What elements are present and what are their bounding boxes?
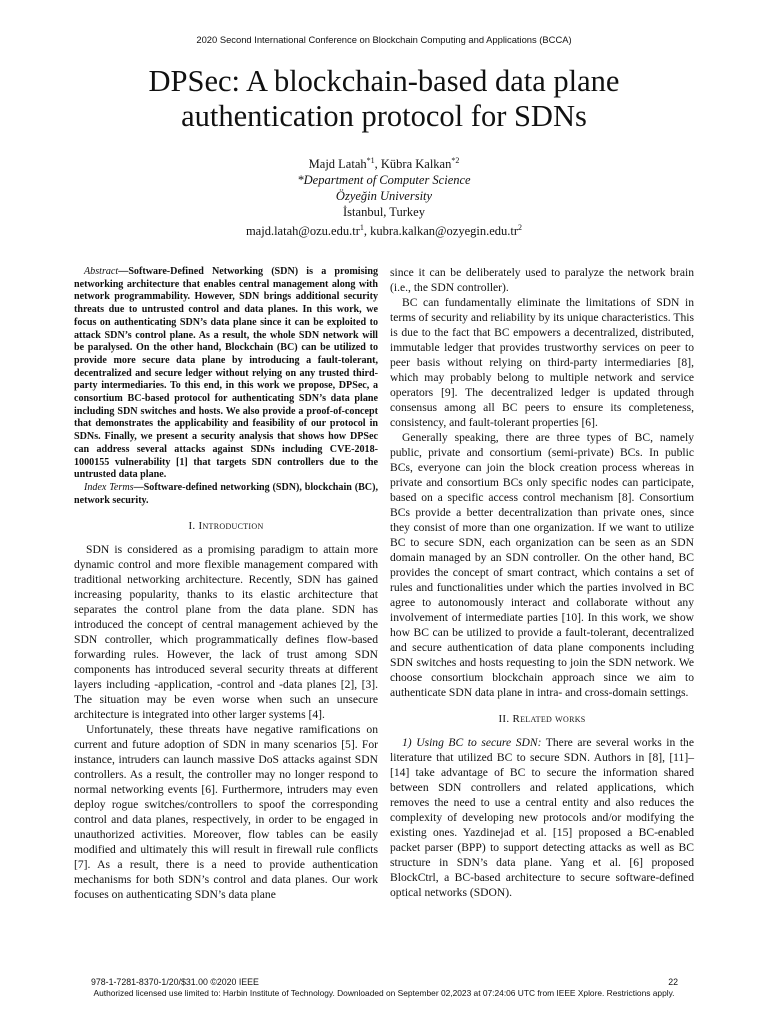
author-1-sup: *1 [366, 156, 375, 165]
email-2-sup: 2 [518, 223, 523, 233]
section-title-related-works: II. Related works [498, 713, 586, 725]
intro-paragraph-1: SDN is considered as a promising paradigm to attain more dynamic control and more flexible management compared with traditional networking architecture. Recently, SDN has gained increasing popularity, thanks to its elastic architecture that separates the control plane from the data plane. SDN has introduced the concept of central management achieved by the SDN controller, which programmatically defines flow-based forwarding rules. However, the lack of trust among SDN components has introduced several security threats at different layers including -application, -control and -data planes [2], [3]. The situation may be even worse when such an unsecure architecture is integrated into other larger systems [4]. [74, 543, 378, 722]
section-title-introduction: I. Introduction [188, 520, 264, 533]
author-names [0, 153, 768, 172]
left-column [74, 266, 378, 902]
author-emails [0, 220, 768, 239]
conference-header: 2020 Second International Conference on Blockchain Computing and Applications (BCCA) [196, 34, 572, 45]
intro-paragraph-2: Unfortunately, these threats have negative ramifications on current and future adoption of SDN in many scenarios [5]. For instance, intruders can launch massive DoS attacks against SDN controllers. As a result, the controller may no longer respond to normal networking events [6]. Furthermore, intruders may even deploy rogue switches/controllers to spoof the corresponding control and data planes, respectively, in order to be engaged in unauthorized activities. Moreover, flow tables can be easily modified and ultimately this will result in firewall rule conflicts [7]. As a result, there is a need to provide authentication mechanisms for both SDN’s control and data planes. Our work focuses on authenticating SDN’s data plane [74, 723, 378, 902]
author-separator: , [374, 157, 381, 172]
author-2-sup: *2 [451, 156, 460, 165]
abstract-text: —Software-Defined Networking (SDN) is a promising networking architecture that enables central management along with network programmability. However, SDN brings additional security threats due to untrusted control and data planes. In this work, we focus on authenticating SDN’s data plane since it can be exploited to attack SDN’s control plane. As a result, the whole SDN network will be paralysed. On the other hand, Blockchain (BC) can be utilized to provide more secure data plane by introducing a fault-tolerant, decentralized and secure ledger without relying on any trusted third-party intermediaries. To this end, in this work we propose, DPSec, a consortium BC-based protocol for authenticating SDN’s data plane including SDN switches and hosts. We also provide a proof-of-concept that demonstrates the applicability and feasibility of our protocol in SDNs. Finally, we present a security analysis that shows how DPSec can address several attacks against SDNs including CVE-2018-1000155 vulnerability [1] that targets SDN controllers due to the untrusted data plane. [74, 266, 378, 481]
license-notice: Authorized licensed use limited to: Harbin Institute of Technology. Downloaded on September 02,2023 at 07:24:06 UTC from IEEE Xplore. Restrictions apply. [93, 988, 675, 998]
related-paragraph-text: There are several works in the literature that utilized BC to secure SDN. Authors in [8], [11]–[14] take advantage of BC to secure the information shared between SDN controllers and related applications, which removes the need to use a central entity and also reduces the complexity of developing new protocols and/or modifying the existing ones. Yazdinejad et al. [15] proposed a BC-enabled packet parser (BPP) to support detecting attacks as well as BC structure in SDN’s data plane. Yang et al. [6] proposed BlockCtrl, a BC-based architecture to secure software-defined optical networks (SDON). [390, 736, 695, 899]
footer-isbn: 978-1-7281-8370-1/20/$31.00 ©2020 IEEE [91, 977, 259, 987]
paper-title [0, 64, 768, 134]
email-2: kubra.kalkan@ozyegin.edu.tr [370, 224, 519, 239]
abstract [74, 266, 378, 482]
intro-paragraph-3: BC can fundamentally eliminate the limitations of SDN in terms of security and reliability by its unique characteristics. This is due to the fact that BC empowers a decentralized, distributed, immutable ledger that provides trustworthy services on peer to peer basis without relying on third-party intermediaries [8], which may probably belong to multiple network and service operators [9]. The decentralized ledger is updated through consensus among all BC peers to ensure its completeness, consistency, and fault-tolerant properties [6]. [390, 296, 694, 429]
author-block [0, 153, 768, 239]
title-line-2: authentication protocol for SDNs [181, 99, 587, 133]
author-1: Majd Latah [308, 157, 367, 172]
right-column [390, 265, 694, 900]
related-paragraph-1 [390, 735, 694, 900]
index-terms-text: —Software-defined networking (SDN), blockchain (BC), network security. [74, 481, 378, 506]
index-terms [74, 482, 378, 507]
intro-paragraph-continued: since it can be deliberately used to paralyze the network brain (i.e., the SDN controller). [390, 266, 694, 294]
affiliation-university: Özyeğin University [335, 189, 433, 204]
email-1-sup: 1 [359, 223, 364, 233]
email-separator: , [363, 224, 371, 239]
subsection-heading: 1) Using BC to secure SDN: [402, 736, 542, 749]
title-line-1: DPSec: A blockchain-based data plane [148, 64, 620, 98]
index-terms-label: Index Terms [84, 481, 134, 493]
abstract-label: Abstract [84, 266, 119, 277]
footer-page-number: 22 [668, 977, 678, 987]
email-1: majd.latah@ozu.edu.tr [245, 224, 360, 239]
intro-paragraph-4: Generally speaking, there are three types of BC, namely public, private and consortium (semi-private) BCs. In public BCs, everyone can join the block creation process whereas in private and consortium BCs only specific nodes can participate, based on a specific access control mechanism [8]. Consortium BCs provide a better decentralization than private ones, since they consist of more than one organization. If we want to utilize BC to secure SDN, each organization can be seen as an SDN domain managed by an SDN controller. On the other hand, BC provides the concept of smart contract, which contains a set of rules and functionalities under which the parties involved in BC agree to autonomously interact and collaborate without any involvement of intermediate parties [10]. In this work, we show how BC can be utilized to provide a fault-tolerant, decentralized and secure authentication of data plane components including SDN switches and hosts requesting to join the SDN network. We choose consortium blockchain approach since we aim to authenticate SDN data plane in intra- and cross-domain settings. [390, 431, 694, 699]
author-2: Kübra Kalkan [380, 157, 452, 172]
affiliation-city: İstanbul, Turkey [343, 205, 425, 220]
affiliation-department: *Department of Computer Science [297, 173, 471, 188]
